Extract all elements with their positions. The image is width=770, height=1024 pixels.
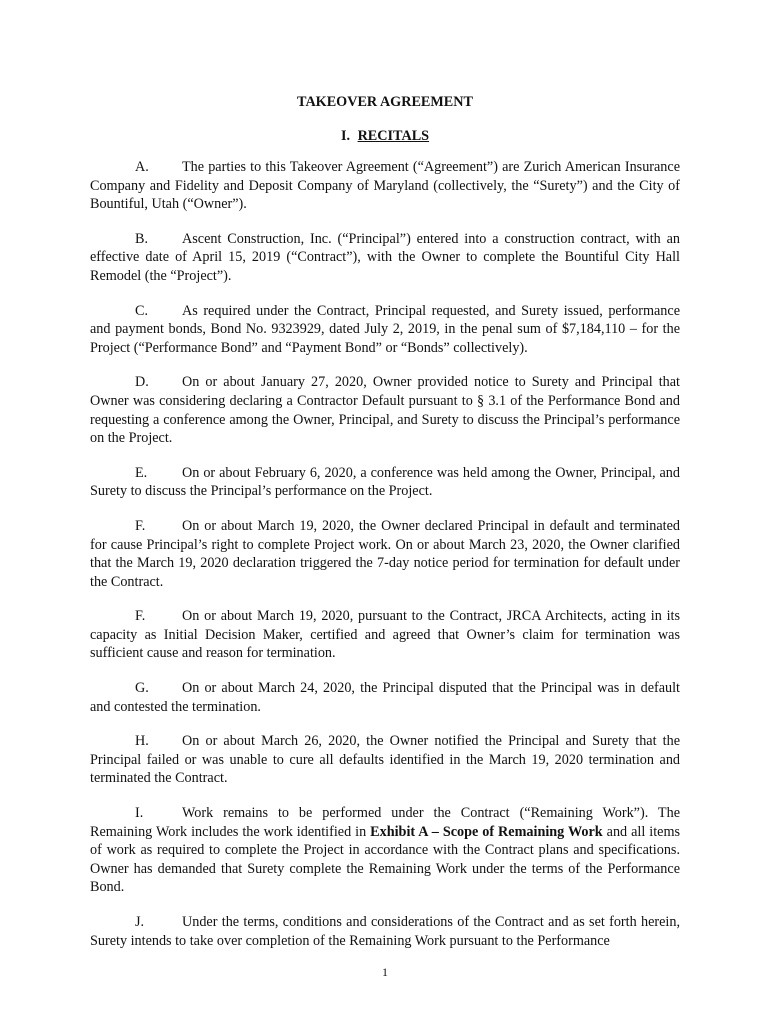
recital-paragraph-i — [90, 804, 680, 897]
recital-letter: F. — [135, 608, 146, 625]
recital-text: On or about February 6, 2020, a conference was held among the Owner, Principal, and Surety to discuss the Principal’s performance on the Project. — [90, 464, 680, 500]
recital-text: On or about March 24, 2020, the Principal disputed that the Principal was in default and contested the termination. — [90, 680, 680, 715]
section-label: RECITALS — [357, 128, 430, 144]
recital-letter: D. — [135, 374, 149, 391]
recital-text: and all items of work as required to complete the Project in accordance with the Contract plans and specifications. Owner has demanded that Surety complete the Remaining Work under the terms of the Performance Bond. — [90, 823, 680, 896]
recital-letter: G. — [135, 680, 149, 697]
recital-text: On or about January 27, 2020, Owner provided notice to Surety and Principal that Owner was considering declaring a Contractor Default pursuant to § 3.1 of the Performance Bond and requesting a conference among the Owner, Principal, and Surety to discuss the Principal’s performance on the Project. — [90, 374, 680, 447]
recital-paragraph-h — [90, 732, 680, 788]
recital-paragraph-f-second — [90, 607, 680, 663]
recital-text: As required under the Contract, Principal requested, and Surety issued, performance and payment bonds, Bond No. 9323929, dated July 2, 2019, in the penal sum of $7,184,110 – for the Project (“Performance Bond” and “Payment Bond” or “Bonds” collectively). — [90, 302, 680, 356]
recital-text: On or about March 19, 2020, pursuant to the Contract, JRCA Architects, acting in its capacity as Initial Decision Maker, certified and agreed that Owner’s claim for termination was sufficient cause and reason for termination. — [90, 608, 680, 662]
recital-paragraph-g — [90, 679, 680, 716]
recital-letter: A. — [135, 159, 149, 175]
recital-text: On or about March 19, 2020, the Owner declared Principal in default and terminated for cause Principal’s right to complete Project work. On or about March 23, 2020, the Owner clarified that the March 19, 2020 declaration triggered the 7-day notice period for termination for default under the Contract. — [90, 517, 680, 590]
recital-text: Ascent Construction, Inc. (“Principal”) entered into a construction contract, with an effective date of April 15, 2019 (“Contract”), with the Owner to complete the Bountiful City Hall Remodel (the “Project”). — [90, 230, 680, 284]
recital-paragraph-a — [90, 158, 680, 214]
recital-paragraph-b — [90, 230, 680, 286]
recital-letter: B. — [135, 230, 149, 247]
recital-paragraph-e — [90, 464, 680, 501]
exhibit-reference: Exhibit A – Scope of Remaining Work — [370, 823, 603, 840]
recital-paragraph-j — [90, 913, 680, 950]
recital-text: On or about March 26, 2020, the Owner notified the Principal and Surety that the Principal failed or was unable to cure all defaults identified in the March 19, 2020 termination and terminated the Contract. — [90, 733, 680, 787]
section-heading — [0, 127, 770, 146]
recital-text: Work remains to be performed under the Contract (“Remaining Work”). The Remaining Work includes the work identified in — [90, 805, 680, 840]
recital-paragraph-c — [90, 302, 680, 358]
recital-text: Under the terms, conditions and considerations of the Contract and as set forth herein, Surety intends to take over completion of the Remaining Work pursuant to the Performance — [90, 914, 680, 949]
recital-letter: J. — [135, 914, 145, 930]
recital-text: The parties to this Takeover Agreement (“Agreement”) are Zurich American Insurance Company and Fidelity and Deposit Company of Maryland (collectively, the “Surety”) and the City of Bountiful, Utah (“Owner”). — [90, 159, 680, 213]
document-title: TAKEOVER AGREEMENT — [297, 94, 473, 110]
recital-letter: H. — [135, 733, 149, 750]
recital-letter: F. — [135, 517, 146, 534]
section-number: I. — [340, 128, 351, 144]
recital-letter: C. — [135, 302, 149, 319]
recital-paragraph-f — [90, 517, 680, 591]
recitals-body — [90, 158, 680, 966]
recital-letter: I. — [135, 805, 144, 822]
page-number: 1 — [382, 965, 388, 979]
recital-paragraph-d — [90, 373, 680, 447]
recital-letter: E. — [135, 464, 148, 481]
